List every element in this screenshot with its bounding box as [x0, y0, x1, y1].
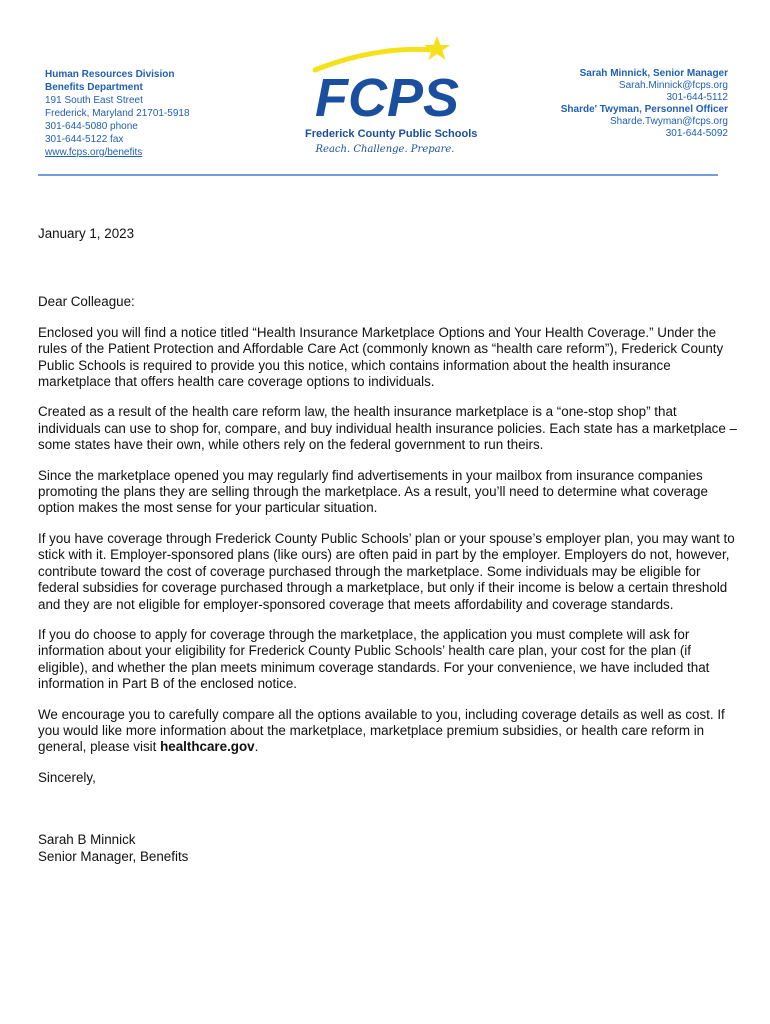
paragraph-6-text: We encourage you to carefully compare all the options available to you, including coverage details as well as cost. If you would like more information about the marketplace, marketplace premium subsidies, or health care reform in general, please visit — [38, 706, 725, 755]
contact1-name: Sarah Minnick, Senior Manager — [579, 68, 728, 79]
healthcare-gov-link[interactable]: healthcare.gov — [160, 739, 255, 755]
letter-body — [38, 226, 738, 865]
contact1-email[interactable]: Sarah.Minnick@fcps.org — [618, 80, 728, 91]
contact2-email[interactable]: Sharde.Twyman@fcps.org — [610, 116, 728, 127]
header-divider — [38, 174, 718, 176]
department-name: Benefits Department — [45, 82, 143, 93]
letter-date: January 1, 2023 — [38, 226, 135, 241]
paragraph-6 — [38, 707, 738, 756]
signer-name: Sarah B Minnick — [38, 832, 136, 848]
paragraph-1: Enclosed you will find a notice titled “Health Insurance Marketplace Options and Your Health Coverage.” Under the rules of the Patient Protection and Affordable Care Act (commonly known as “health care reform”), Frederick County Public Schools is required to provide you this notice, which contains information about the health insurance marketplace that offers health care coverage options to individuals. — [38, 324, 724, 390]
street-address: 191 South East Street — [45, 95, 143, 106]
website-link[interactable]: www.fcps.org/benefits — [45, 147, 143, 158]
paragraph-2: Created as a result of the health care reform law, the health insurance marketplace is a “one-stop shop” that individuals can use to shop for, compare, and buy individual health insurance policies. Each state has a marketplace – some states have their own, while others rely on the federal government to run theirs. — [38, 404, 737, 453]
signer-title: Senior Manager, Benefits — [38, 848, 189, 864]
division-name: Human Resources Division — [45, 69, 175, 80]
phone-number: 301-644-5080 phone — [45, 121, 138, 132]
paragraph-5: If you do choose to apply for coverage through the marketplace, the application you must complete will ask for information about your eligibility for Frederick County Public Schools’ health care plan, your cost for the plan (if eligible), and whether the plan meets minimum coverage standards. For your convenience, we have included that information in Part B of the enclosed notice. — [38, 626, 710, 692]
fax-number: 301-644-5122 fax — [45, 134, 124, 145]
logo-letters: FCPS — [314, 68, 460, 128]
contact2-phone: 301-644-5092 — [665, 128, 728, 139]
star-swoosh-icon — [315, 49, 433, 70]
contact1-phone: 301-644-5112 — [666, 92, 728, 103]
paragraph-6-end: . — [254, 739, 259, 755]
city-address: Frederick, Maryland 21701-5918 — [45, 108, 190, 119]
sender-address-block — [45, 68, 190, 159]
paragraph-4: If you have coverage through Frederick County Public Schools’ plan or your spouse’s employer plan, you may want to stick with it. Employer-sponsored plans (like ours) are often paid in part by the employer. Employers do not, however, contribute toward the cost of coverage purchased through the marketplace. Some individuals may be eligible for federal subsidies for coverage purchased through a marketplace, but only if their income is below a certain threshold and they are not eligible for employer-sponsored coverage that meets affordability and coverage standards. — [38, 530, 735, 612]
contact2-name: Sharde' Twyman, Personnel Officer — [560, 104, 728, 115]
salutation: Dear Colleague: — [38, 294, 135, 310]
paragraph-3: Since the marketplace opened you may regularly find advertisements in your mailbox from insurance companies promoting the plans they are selling through the marketplace. As a result, you’ll need to determine what coverage option makes the most sense for your particular situation. — [38, 467, 708, 516]
closing: Sincerely, — [38, 769, 96, 785]
logo-tagline: Reach. Challenge. Prepare. — [315, 144, 455, 155]
fcps-logo — [305, 36, 478, 161]
fcps-logo-graphic — [305, 36, 465, 128]
contact-block — [561, 68, 728, 140]
logo-school-name: Frederick County Public Schools — [305, 128, 478, 140]
